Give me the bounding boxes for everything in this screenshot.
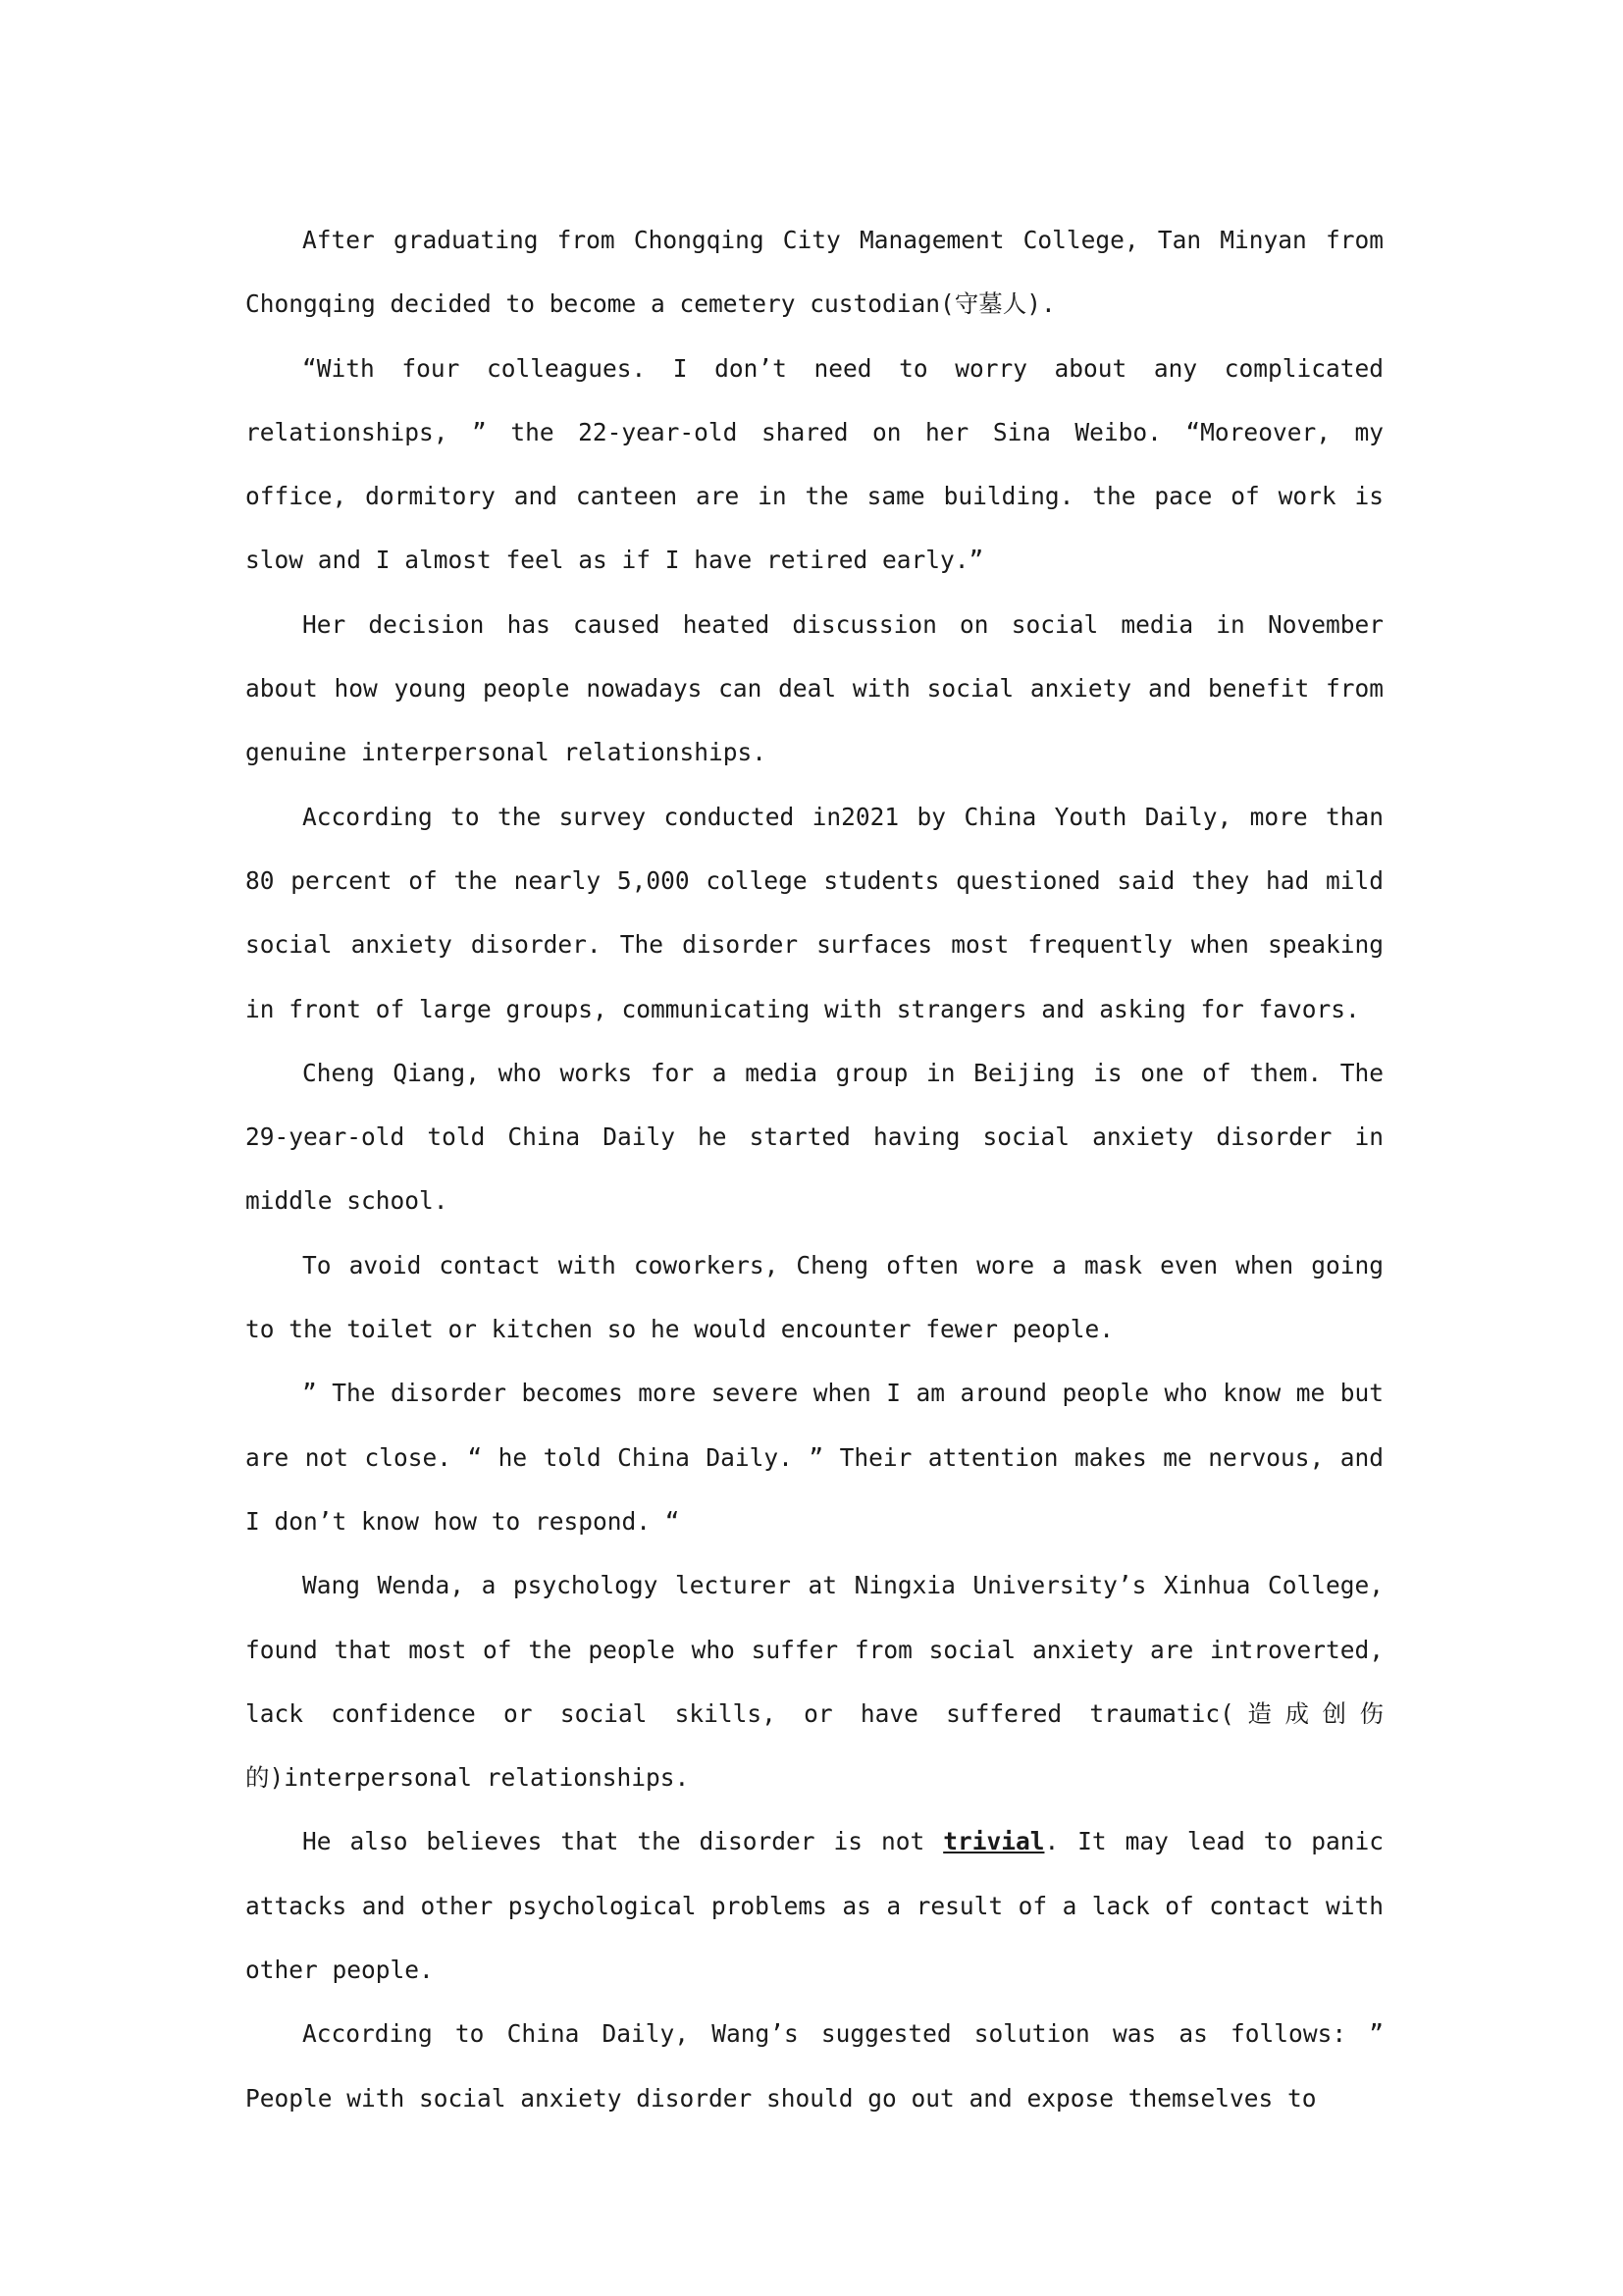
paragraph-1: After graduating from Chongqing City Management College, Tan Minyan from Chongqing decided to become a cemetery custodian(守墓人). bbox=[245, 226, 1384, 319]
paragraph-7: ” The disorder becomes more severe when I am around people who know me but are not close. “ he told China Daily. ” Their attention makes me nervous, and I don’t know how to respond. “ bbox=[245, 1379, 1384, 1536]
paragraph-6: To avoid contact with coworkers, Cheng often wore a mask even when going to the toilet or kitchen so he would encounter fewer people. bbox=[245, 1250, 1384, 1344]
paragraph-9 bbox=[245, 1809, 1384, 2002]
paragraph-9-after: . It may lead to panic attacks and other psychological problems as a result of a lack of contact with other people. bbox=[245, 1827, 1384, 1985]
paragraph-3: Her decision has caused heated discussion on social media in November about how young people nowadays can deal with social anxiety and benefit from genuine interpersonal relationships. bbox=[245, 609, 1384, 767]
paragraph-2: “With four colleagues. I don’t need to worry about any complicated relationships, ” the 22-year-old shared on her Sina Weibo. “Moreover, my office, dormitory and canteen are in the same building. the pace of work is slow and I almost feel as if I have retired early.” bbox=[245, 353, 1384, 575]
paragraph-10: According to China Daily, Wang’s suggested solution was as follows: ” People with social anxiety disorder should go out and expose themselves to bbox=[245, 2019, 1384, 2113]
paragraph-8: Wang Wenda, a psychology lecturer at Ningxia University’s Xinhua College, found that most of the people who suffer from social anxiety are introverted, lack confidence or social skills, or have suffered traumatic(造成创伤的)interpersonal relationships. bbox=[245, 1571, 1384, 1793]
paragraph-9-before: He also believes that the disorder is not bbox=[302, 1827, 944, 1856]
document-body bbox=[245, 208, 1384, 2130]
paragraph-5: Cheng Qiang, who works for a media group in Beijing is one of them. The 29-year-old told China Daily he started having social anxiety disorder in middle school. bbox=[245, 1058, 1384, 1216]
emphasized-word-trivial: trivial bbox=[943, 1827, 1045, 1856]
paragraph-4: According to the survey conducted in2021 by China Youth Daily, more than 80 percent of the nearly 5,000 college students questioned said they had mild social anxiety disorder. The disorder surfaces most frequently when speaking in front of large groups, communicating with strangers and asking for favors. bbox=[245, 802, 1384, 1023]
